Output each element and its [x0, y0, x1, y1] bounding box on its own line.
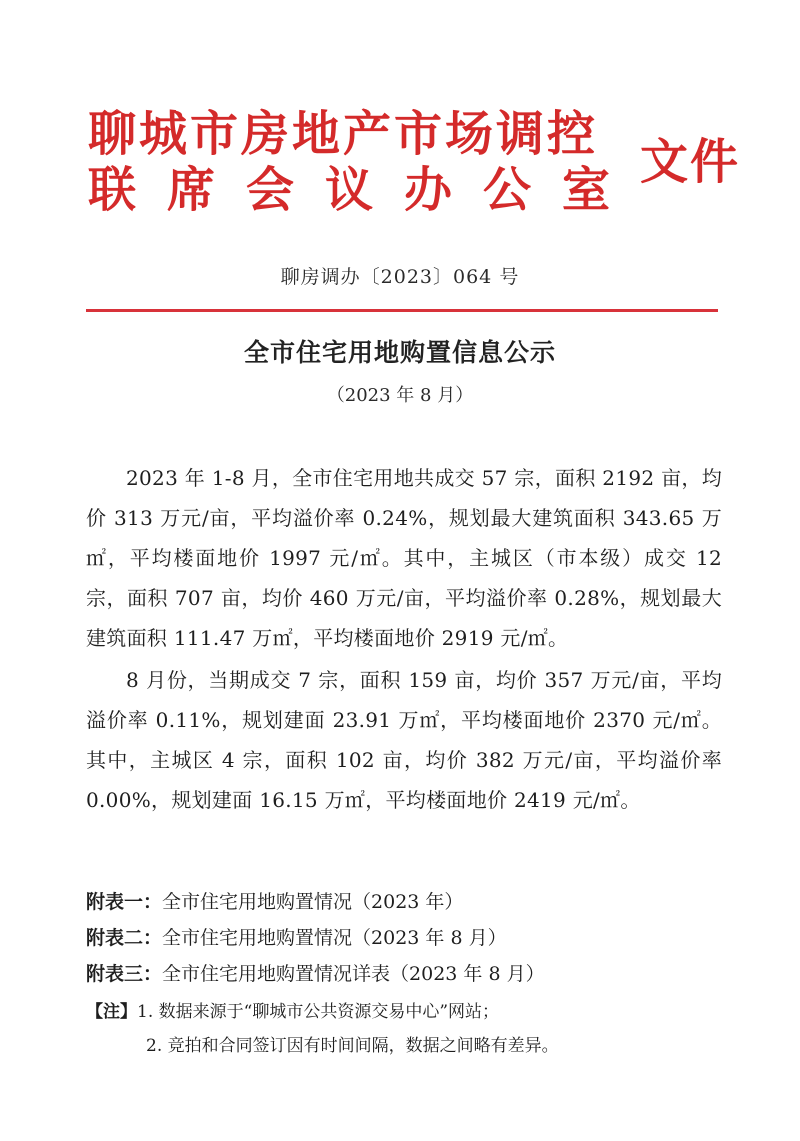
note-text: 2. 竞拍和合同签订因有时间间隔，数据之间略有差异。 [146, 1036, 559, 1056]
red-divider-rule [86, 309, 718, 312]
page-title: 全市住宅用地购置信息公示 [243, 338, 556, 367]
appendix-item-text: 全市住宅用地购置情况（2023 年） [162, 891, 464, 913]
appendix-list [86, 884, 726, 992]
appendix-item-1 [86, 884, 726, 920]
page-subtitle: （2023 年 8 月） [326, 385, 474, 406]
notes-section [86, 995, 736, 1063]
masthead-org-line1: 聊城市房地产市场调控 [88, 106, 599, 162]
document-number: 聊房调办〔2023〕064 号 [280, 266, 520, 288]
appendix-item-label: 附表三： [86, 963, 163, 985]
appendix-item-text: 全市住宅用地购置情况（2023 年 8 月） [162, 927, 507, 949]
appendix-item-label: 附表一： [86, 891, 163, 913]
appendix-item-text: 全市住宅用地购置情况详表（2023 年 8 月） [162, 963, 545, 985]
masthead [88, 104, 741, 224]
appendix-item-3 [86, 956, 726, 992]
masthead-org-line2: 联席会议办公室 [88, 162, 642, 218]
body-paragraph-2: 8 月份，当期成交 7 宗，面积 159 亩，均价 357 万元/亩，平均溢价率 0.11%，规划建面 23.91 万㎡，平均楼面地价 2370 元/㎡。其中，主城区 4 宗，面积 102 亩，均价 382 万元/亩，平均溢价率 0.00%，规划建面 16.15 万㎡，平均楼面地价 2419 元/㎡。 [86, 668, 722, 812]
body-paragraph-1: 2023 年 1-8 月，全市住宅用地共成交 57 宗，面积 2192 亩，均价 313 万元/亩，平均溢价率 0.24%，规划最大建筑面积 343.65 万㎡，平均楼面地价 1997 元/㎡。其中，主城区（市本级）成交 12 宗，面积 707 亩，均价 460 万元/亩，平均溢价率 0.28%，规划最大建筑面积 111.47 万㎡，平均楼面地价 2919 元/㎡。 [86, 466, 722, 650]
appendix-item-label: 附表二： [86, 927, 163, 949]
note-item-1 [86, 995, 736, 1029]
body-text [86, 458, 722, 822]
note-item-2 [86, 1029, 736, 1063]
note-tag: 【注】 [86, 1002, 137, 1022]
note-text: 1. 数据来源于“聊城市公共资源交易中心”网站； [137, 1002, 500, 1022]
appendix-item-2 [86, 920, 726, 956]
masthead-doc-suffix: 文件 [640, 134, 741, 190]
